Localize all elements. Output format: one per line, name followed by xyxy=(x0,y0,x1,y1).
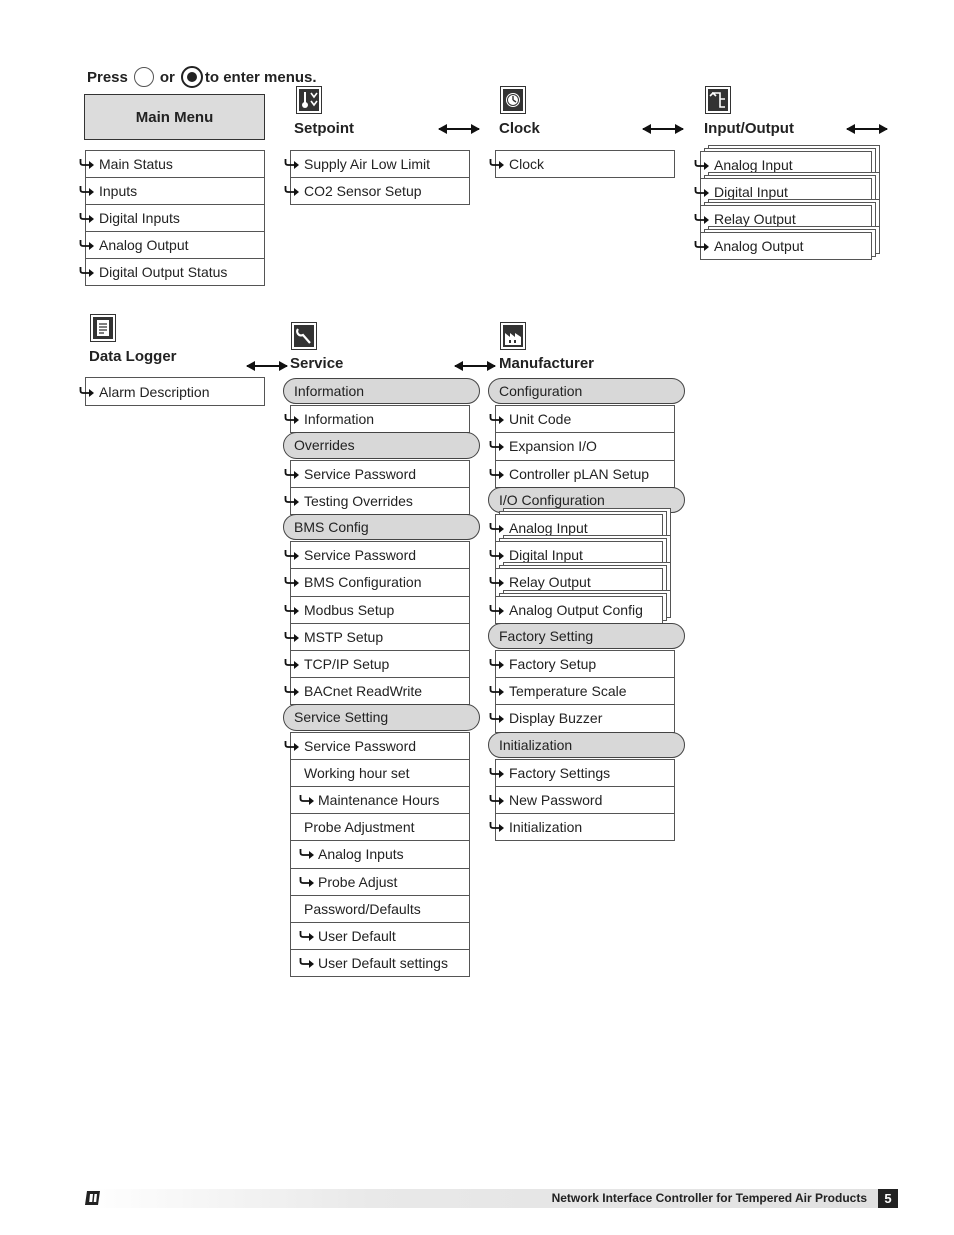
bent-arrow-icon xyxy=(284,468,300,480)
menu-item-label: Probe Adjustment xyxy=(304,819,415,836)
menu-item-label: Service Password xyxy=(304,547,417,564)
manufacturer-title: Manufacturer xyxy=(499,355,595,372)
bent-arrow-icon xyxy=(284,549,300,561)
menu-item-label: Clock xyxy=(509,156,545,172)
menu-item-label: MSTP Setup xyxy=(304,628,384,645)
menu-item[interactable] xyxy=(290,487,470,515)
menu-item[interactable] xyxy=(290,813,470,841)
bent-arrow-icon xyxy=(79,158,95,170)
bent-arrow-icon xyxy=(489,468,505,480)
menu-group-header[interactable] xyxy=(283,514,480,540)
circle-button-icon xyxy=(134,67,154,87)
menu-item[interactable] xyxy=(85,377,265,406)
menu-item[interactable] xyxy=(495,405,675,433)
menu-item[interactable] xyxy=(290,759,470,787)
menu-item[interactable] xyxy=(495,150,675,178)
menu-group-label: BMS Config xyxy=(294,519,369,536)
bent-arrow-icon xyxy=(489,576,505,588)
footer-title: Network Interface Controller for Tempered Air Products xyxy=(551,1191,867,1205)
bent-arrow-icon xyxy=(299,794,315,806)
bent-arrow-icon xyxy=(284,185,300,197)
menu-group-label: I/O Configuration xyxy=(499,491,605,508)
menu-item-label: Service Password xyxy=(304,737,417,754)
logo-icon xyxy=(84,1190,102,1210)
menu-item-label: Controller pLAN Setup xyxy=(509,465,650,482)
menu-item[interactable] xyxy=(85,204,265,232)
page-number: 5 xyxy=(878,1189,898,1208)
menu-item-label: User Default xyxy=(318,928,396,945)
menu-item-label: BACnet ReadWrite xyxy=(304,683,423,700)
menu-group-label: Configuration xyxy=(499,383,583,400)
bent-arrow-icon xyxy=(284,158,300,170)
bent-arrow-icon xyxy=(79,266,95,278)
io-flow-icon xyxy=(705,86,731,114)
menu-group-header[interactable] xyxy=(488,487,685,513)
menu-item-label: CO2 Sensor Setup xyxy=(304,183,422,199)
bent-arrow-icon xyxy=(489,549,505,561)
bent-arrow-icon xyxy=(284,658,300,670)
menu-item[interactable] xyxy=(290,541,470,569)
menu-item[interactable] xyxy=(495,813,675,841)
menu-group-header[interactable] xyxy=(283,378,480,404)
menu-group-header[interactable] xyxy=(283,432,480,458)
bent-arrow-icon xyxy=(694,213,710,225)
enter-button-icon xyxy=(181,66,203,88)
data-logger-title: Data Logger xyxy=(89,348,177,365)
bent-arrow-icon xyxy=(79,239,95,251)
menu-item[interactable] xyxy=(290,786,470,814)
bent-arrow-icon xyxy=(284,576,300,588)
clock-icon xyxy=(500,86,526,114)
menu-item[interactable] xyxy=(495,568,663,596)
bent-arrow-icon xyxy=(284,740,300,752)
menu-item[interactable] xyxy=(290,405,470,433)
service-title: Service xyxy=(290,355,344,372)
setpoint-title: Setpoint xyxy=(294,120,354,137)
menu-item[interactable] xyxy=(290,650,470,678)
bent-arrow-icon xyxy=(284,604,300,616)
menu-item-label: Digital Inputs xyxy=(99,210,180,226)
menu-item[interactable] xyxy=(495,460,675,488)
menu-group-label: Information xyxy=(294,383,365,400)
bent-arrow-icon xyxy=(79,212,95,224)
clock-title: Clock xyxy=(499,120,540,137)
menu-item-label: New Password xyxy=(509,792,603,809)
menu-item[interactable] xyxy=(290,568,470,596)
bent-arrow-icon xyxy=(489,413,505,425)
menu-item-label: Probe Adjust xyxy=(318,873,398,890)
wrench-icon xyxy=(291,322,317,350)
menu-group-header[interactable] xyxy=(488,623,685,649)
bent-arrow-icon xyxy=(284,685,300,697)
menu-item[interactable] xyxy=(290,460,470,488)
menu-item-label: Expansion I/O xyxy=(509,438,597,455)
menu-item[interactable] xyxy=(85,231,265,259)
bent-arrow-icon xyxy=(489,821,505,833)
bent-arrow-icon xyxy=(489,767,505,779)
menu-item-label: Unit Code xyxy=(509,411,572,428)
menu-item[interactable] xyxy=(495,677,675,705)
menu-item-label: Analog Output Config xyxy=(509,601,643,618)
menu-item-label: Initialization xyxy=(509,819,583,836)
menu-item-label: Analog Output xyxy=(714,238,804,254)
bent-arrow-icon xyxy=(694,186,710,198)
menu-item[interactable] xyxy=(495,759,675,787)
menu-item-label: Relay Output xyxy=(714,211,796,227)
bent-arrow-icon xyxy=(489,685,505,697)
bent-arrow-icon xyxy=(489,712,505,724)
menu-item[interactable] xyxy=(495,432,675,460)
menu-item[interactable] xyxy=(290,177,470,205)
menu-item-label: Information xyxy=(304,411,375,428)
bent-arrow-icon xyxy=(79,185,95,197)
menu-group-header[interactable] xyxy=(488,378,685,404)
intro-line xyxy=(87,66,317,88)
bent-arrow-icon xyxy=(489,794,505,806)
menu-group-label: Factory Setting xyxy=(499,627,594,644)
intro-or: or xyxy=(159,68,175,86)
main-menu-title: Main Menu xyxy=(135,108,214,126)
menu-item-label: User Default settings xyxy=(318,955,448,972)
menu-item-label: Testing Overrides xyxy=(304,492,413,509)
bent-arrow-icon xyxy=(284,413,300,425)
menu-item-label: Factory Settings xyxy=(509,764,611,781)
menu-item[interactable] xyxy=(700,205,872,233)
bent-arrow-icon xyxy=(79,386,95,398)
menu-group-label: Initialization xyxy=(499,736,573,753)
double-arrow-icon xyxy=(245,360,289,372)
bent-arrow-icon xyxy=(284,495,300,507)
double-arrow-icon xyxy=(845,123,889,135)
menu-item[interactable] xyxy=(495,514,663,542)
bent-arrow-icon xyxy=(489,158,505,170)
bent-arrow-icon xyxy=(299,957,315,969)
menu-item[interactable] xyxy=(85,150,265,178)
bent-arrow-icon xyxy=(489,658,505,670)
menu-item-label: Temperature Scale xyxy=(509,683,627,700)
bent-arrow-icon xyxy=(299,876,315,888)
menu-item[interactable] xyxy=(85,258,265,286)
menu-item-label: Alarm Description xyxy=(99,383,210,400)
bent-arrow-icon xyxy=(489,522,505,534)
intro-enter: to enter menus. xyxy=(204,68,317,86)
menu-item[interactable] xyxy=(290,895,470,923)
bent-arrow-icon xyxy=(489,604,505,616)
intro-press: Press xyxy=(87,68,128,86)
menu-item-label: Digital Input xyxy=(509,547,583,564)
bent-arrow-icon xyxy=(284,631,300,643)
menu-item[interactable] xyxy=(290,922,470,950)
menu-item-label: Inputs xyxy=(99,183,138,199)
menu-item-label: TCP/IP Setup xyxy=(304,656,390,673)
menu-item-label: Analog Inputs xyxy=(318,846,404,863)
menu-item[interactable] xyxy=(700,232,872,260)
menu-item[interactable] xyxy=(495,704,675,732)
double-arrow-icon xyxy=(641,123,685,135)
menu-item-label: Service Password xyxy=(304,465,417,482)
menu-item[interactable] xyxy=(290,732,470,760)
menu-item[interactable] xyxy=(495,596,663,624)
menu-group-header[interactable] xyxy=(283,704,480,730)
double-arrow-icon xyxy=(453,360,497,372)
menu-item-label: Analog Input xyxy=(509,520,588,537)
menu-item[interactable] xyxy=(700,151,872,179)
menu-item-label: Working hour set xyxy=(304,764,410,781)
bent-arrow-icon xyxy=(299,848,315,860)
menu-group-label: Overrides xyxy=(294,437,355,454)
menu-item-label: Analog Input xyxy=(714,157,793,173)
menu-item-label: Main Status xyxy=(99,156,173,172)
menu-item[interactable] xyxy=(495,541,663,569)
menu-item[interactable] xyxy=(290,150,470,178)
menu-item-label: Digital Output Status xyxy=(99,264,228,280)
menu-item[interactable] xyxy=(700,178,872,206)
menu-item-label: Modbus Setup xyxy=(304,601,395,618)
io-title: Input/Output xyxy=(704,120,794,137)
menu-item[interactable] xyxy=(290,677,470,705)
menu-item-label: Relay Output xyxy=(509,574,591,591)
bent-arrow-icon xyxy=(489,440,505,452)
menu-item[interactable] xyxy=(290,868,470,896)
menu-item-label: Factory Setup xyxy=(509,656,597,673)
menu-group-label: Service Setting xyxy=(294,709,389,726)
menu-item[interactable] xyxy=(290,840,470,868)
document-icon xyxy=(90,314,116,342)
menu-item-label: Digital Input xyxy=(714,184,788,200)
menu-item-label: Display Buzzer xyxy=(509,710,603,727)
menu-item[interactable] xyxy=(290,949,470,977)
menu-item[interactable] xyxy=(290,596,470,624)
menu-item-label: Password/Defaults xyxy=(304,900,421,917)
menu-group-header[interactable] xyxy=(488,732,685,758)
menu-item-label: Maintenance Hours xyxy=(318,792,440,809)
menu-item[interactable] xyxy=(85,177,265,205)
menu-item[interactable] xyxy=(290,623,470,651)
menu-item-label: BMS Configuration xyxy=(304,574,422,591)
menu-item[interactable] xyxy=(495,650,675,678)
bent-arrow-icon xyxy=(694,159,710,171)
factory-icon xyxy=(500,322,526,350)
menu-item-label: Analog Output xyxy=(99,237,189,253)
main-menu-header xyxy=(84,94,265,140)
menu-item-label: Supply Air Low Limit xyxy=(304,156,431,172)
double-arrow-icon xyxy=(437,123,481,135)
bent-arrow-icon xyxy=(299,930,315,942)
bent-arrow-icon xyxy=(694,240,710,252)
thermometer-icon xyxy=(296,86,322,114)
menu-item[interactable] xyxy=(495,786,675,814)
